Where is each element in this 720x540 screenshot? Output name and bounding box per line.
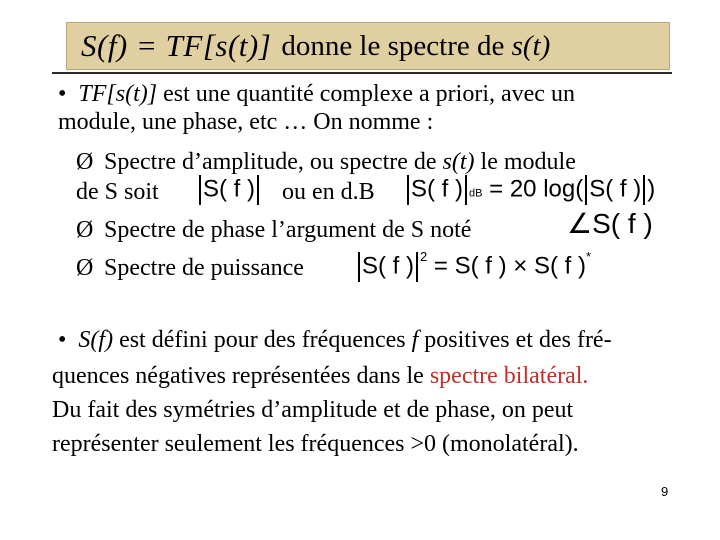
block1-text: est une quantité complexe a priori, avec un — [157, 81, 575, 107]
abs-S: S( f ) — [203, 175, 255, 203]
power-exponent: 2 — [420, 249, 428, 265]
block2-line2 — [52, 362, 588, 390]
abs-formula — [197, 175, 261, 205]
block2-line3: Du fait des symétries d’amplitude et de phase, on peut — [52, 397, 574, 423]
block2-line4: représenter seulement les fréquences >0 (monolatéral). — [52, 431, 579, 457]
phase-S: S( f ) — [592, 208, 653, 239]
block2-text: quences négatives représentées dans le — [52, 363, 430, 389]
bullet-icon: • — [58, 327, 67, 353]
bilateral-highlight: spectre bilatéral. — [429, 363, 589, 389]
db-close: ) — [647, 175, 656, 203]
arrow-bullet-icon: Ø — [76, 217, 94, 243]
continuation-text: de S soit — [76, 179, 159, 205]
db-inner-S: S( f ) — [589, 175, 642, 203]
sf-term: S(f) — [78, 327, 114, 353]
db-S: S( f ) — [411, 175, 463, 203]
db-equals: = 20 log( — [489, 175, 584, 203]
title-text-italic: s(t) — [511, 29, 551, 62]
db-label: ou en d.B — [282, 179, 375, 205]
sub-item-text: Spectre de phase l’argument de S noté — [104, 217, 472, 243]
sub-item-text: Spectre d’amplitude, ou spectre de — [104, 149, 443, 175]
title-formula: S(f) = TF[s(t)] — [81, 28, 272, 63]
sub-item-power — [76, 254, 304, 282]
title-text: donne le spectre de — [281, 29, 505, 62]
block2-text-b: positives et des fré- — [418, 327, 612, 353]
arrow-bullet-icon: Ø — [76, 149, 94, 175]
arrow-bullet-icon: Ø — [76, 255, 94, 281]
power-formula — [356, 249, 591, 283]
title-banner — [66, 22, 670, 70]
block1-line2: module, une phase, etc … On nomme : — [58, 109, 434, 135]
power-S: S( f ) — [362, 252, 414, 280]
sub-item-amplitude-continuation — [76, 178, 159, 206]
db-formula — [405, 175, 655, 207]
f-term: f — [411, 327, 419, 353]
db-subscript: dB — [469, 187, 483, 200]
tf-term: TF[s(t)] — [78, 81, 158, 107]
phase-formula — [567, 210, 653, 238]
angle-icon: ∠ — [567, 208, 593, 239]
sub-item-amplitude — [76, 148, 576, 176]
sub-item-phase — [76, 216, 471, 244]
title-underline — [52, 72, 672, 74]
sub-item-text: Spectre de puissance — [104, 255, 304, 281]
page-number: 9 — [661, 484, 669, 499]
block2-line1 — [58, 326, 612, 354]
conjugate-star: * — [585, 249, 591, 265]
sub-item-text-after: le module — [474, 149, 576, 175]
power-equals: = S( f ) × S( f ) — [433, 252, 586, 280]
sub-item-italic: s(t) — [442, 149, 475, 175]
block1-line1 — [58, 80, 575, 108]
block2-text-a: est défini pour des fréquences — [113, 327, 412, 353]
bullet-icon: • — [58, 81, 67, 107]
